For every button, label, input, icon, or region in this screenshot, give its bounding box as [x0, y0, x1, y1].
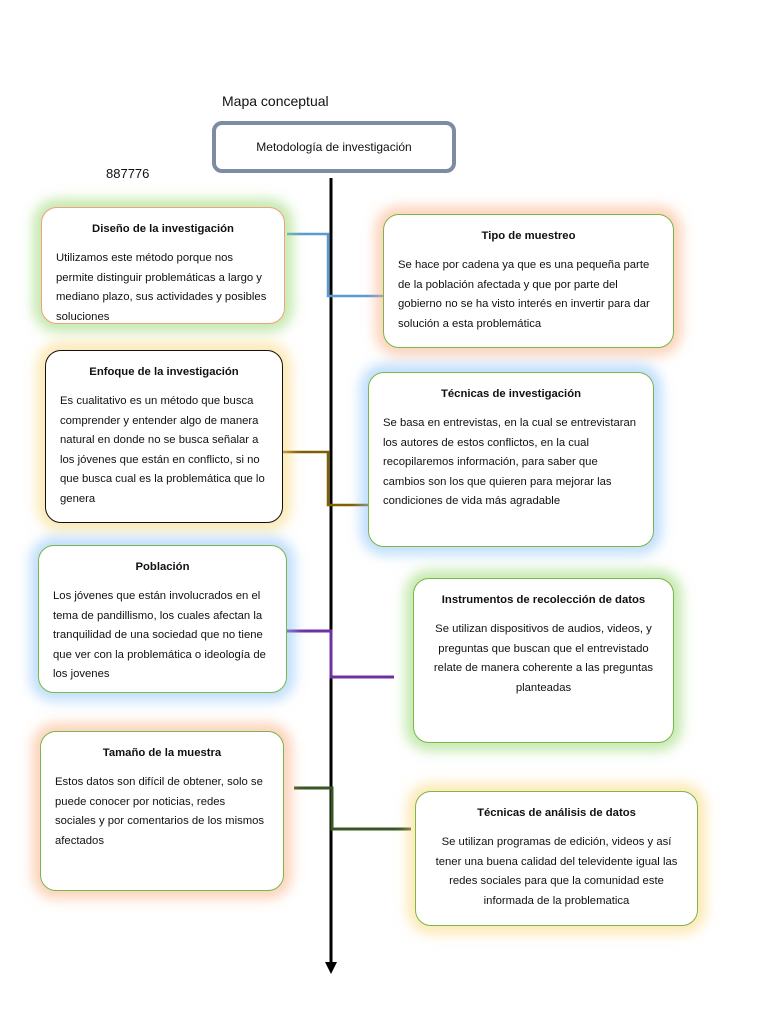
card-tecnicas-analisis [415, 791, 698, 926]
card-title: Técnicas de análisis de datos [477, 807, 636, 819]
card-title: Diseño de la investigación [92, 223, 234, 235]
card-tecnicas-investigacion [368, 372, 654, 547]
connector-row2 [283, 452, 374, 505]
card-title: Tamaño de la muestra [102, 747, 222, 759]
root-label: Metodología de investigación [256, 140, 412, 154]
card-title: Población [135, 561, 190, 573]
axis-arrowhead [325, 962, 337, 974]
card-tipo-muestreo [383, 214, 674, 348]
code-label: 887776 [106, 166, 150, 181]
card-tamano-muestra [40, 731, 284, 891]
card-body: Los jóvenes que están involucrados en el tema de pandillismo, los cuales afectan la tranquilidad de una sociedad que no tiene que ver con la problemática o ideología de los jovenes [53, 590, 266, 681]
connector-row1 [287, 234, 393, 296]
connector-row4 [294, 788, 411, 829]
card-body: Se hace por cadena ya que es una pequeña parte de la población afectada y que por parte del gobierno no se ha visto interés en invertir para dar solución a esta problemática [398, 259, 650, 330]
card-body: Se basa en entrevistas, en la cual se entrevistaran los autores de estos conflictos, en la cual recopilaremos información, para saber que cambios son los que quieren para mejorar las condiciones de vida más agradable [383, 417, 637, 508]
card-enfoque [45, 350, 283, 523]
card-poblacion [38, 545, 287, 693]
connector-row3 [280, 631, 394, 677]
card-body: Se utilizan programas de edición, videos y así tener una buena calidad del televidente igual las redes sociales para que la comunidad este informada de la problematica [435, 836, 678, 907]
card-title: Instrumentos de recolección de datos [441, 594, 646, 606]
card-body: Estos datos son difícil de obtener, solo se puede conocer por noticias, redes sociales y por comentarios de los mismos afectados [55, 776, 265, 847]
root-node [212, 121, 456, 173]
card-body: Utilizamos este método porque nos permite distinguir problemáticas a largo y mediano plazo, sus actividades y posibles soluciones [56, 252, 267, 323]
diagram-title: Mapa conceptual [222, 93, 329, 109]
card-diseno [41, 207, 285, 324]
card-body: Se utilizan dispositivos de audios, videos, y preguntas que buscan que el entrevistado relate de manera coherente a las preguntas planteadas [433, 623, 654, 694]
card-title: Tipo de muestreo [481, 230, 576, 242]
card-instrumentos [413, 578, 674, 743]
card-body: Es cualitativo es un método que busca comprender y entender algo de manera natural en donde no se busca señalar a los jóvenes que están en conflicto, si no que busca cual es la problemática que lo genera [60, 395, 265, 505]
card-title: Técnicas de investigación [440, 388, 581, 400]
card-title: Enfoque de la investigación [89, 366, 239, 378]
